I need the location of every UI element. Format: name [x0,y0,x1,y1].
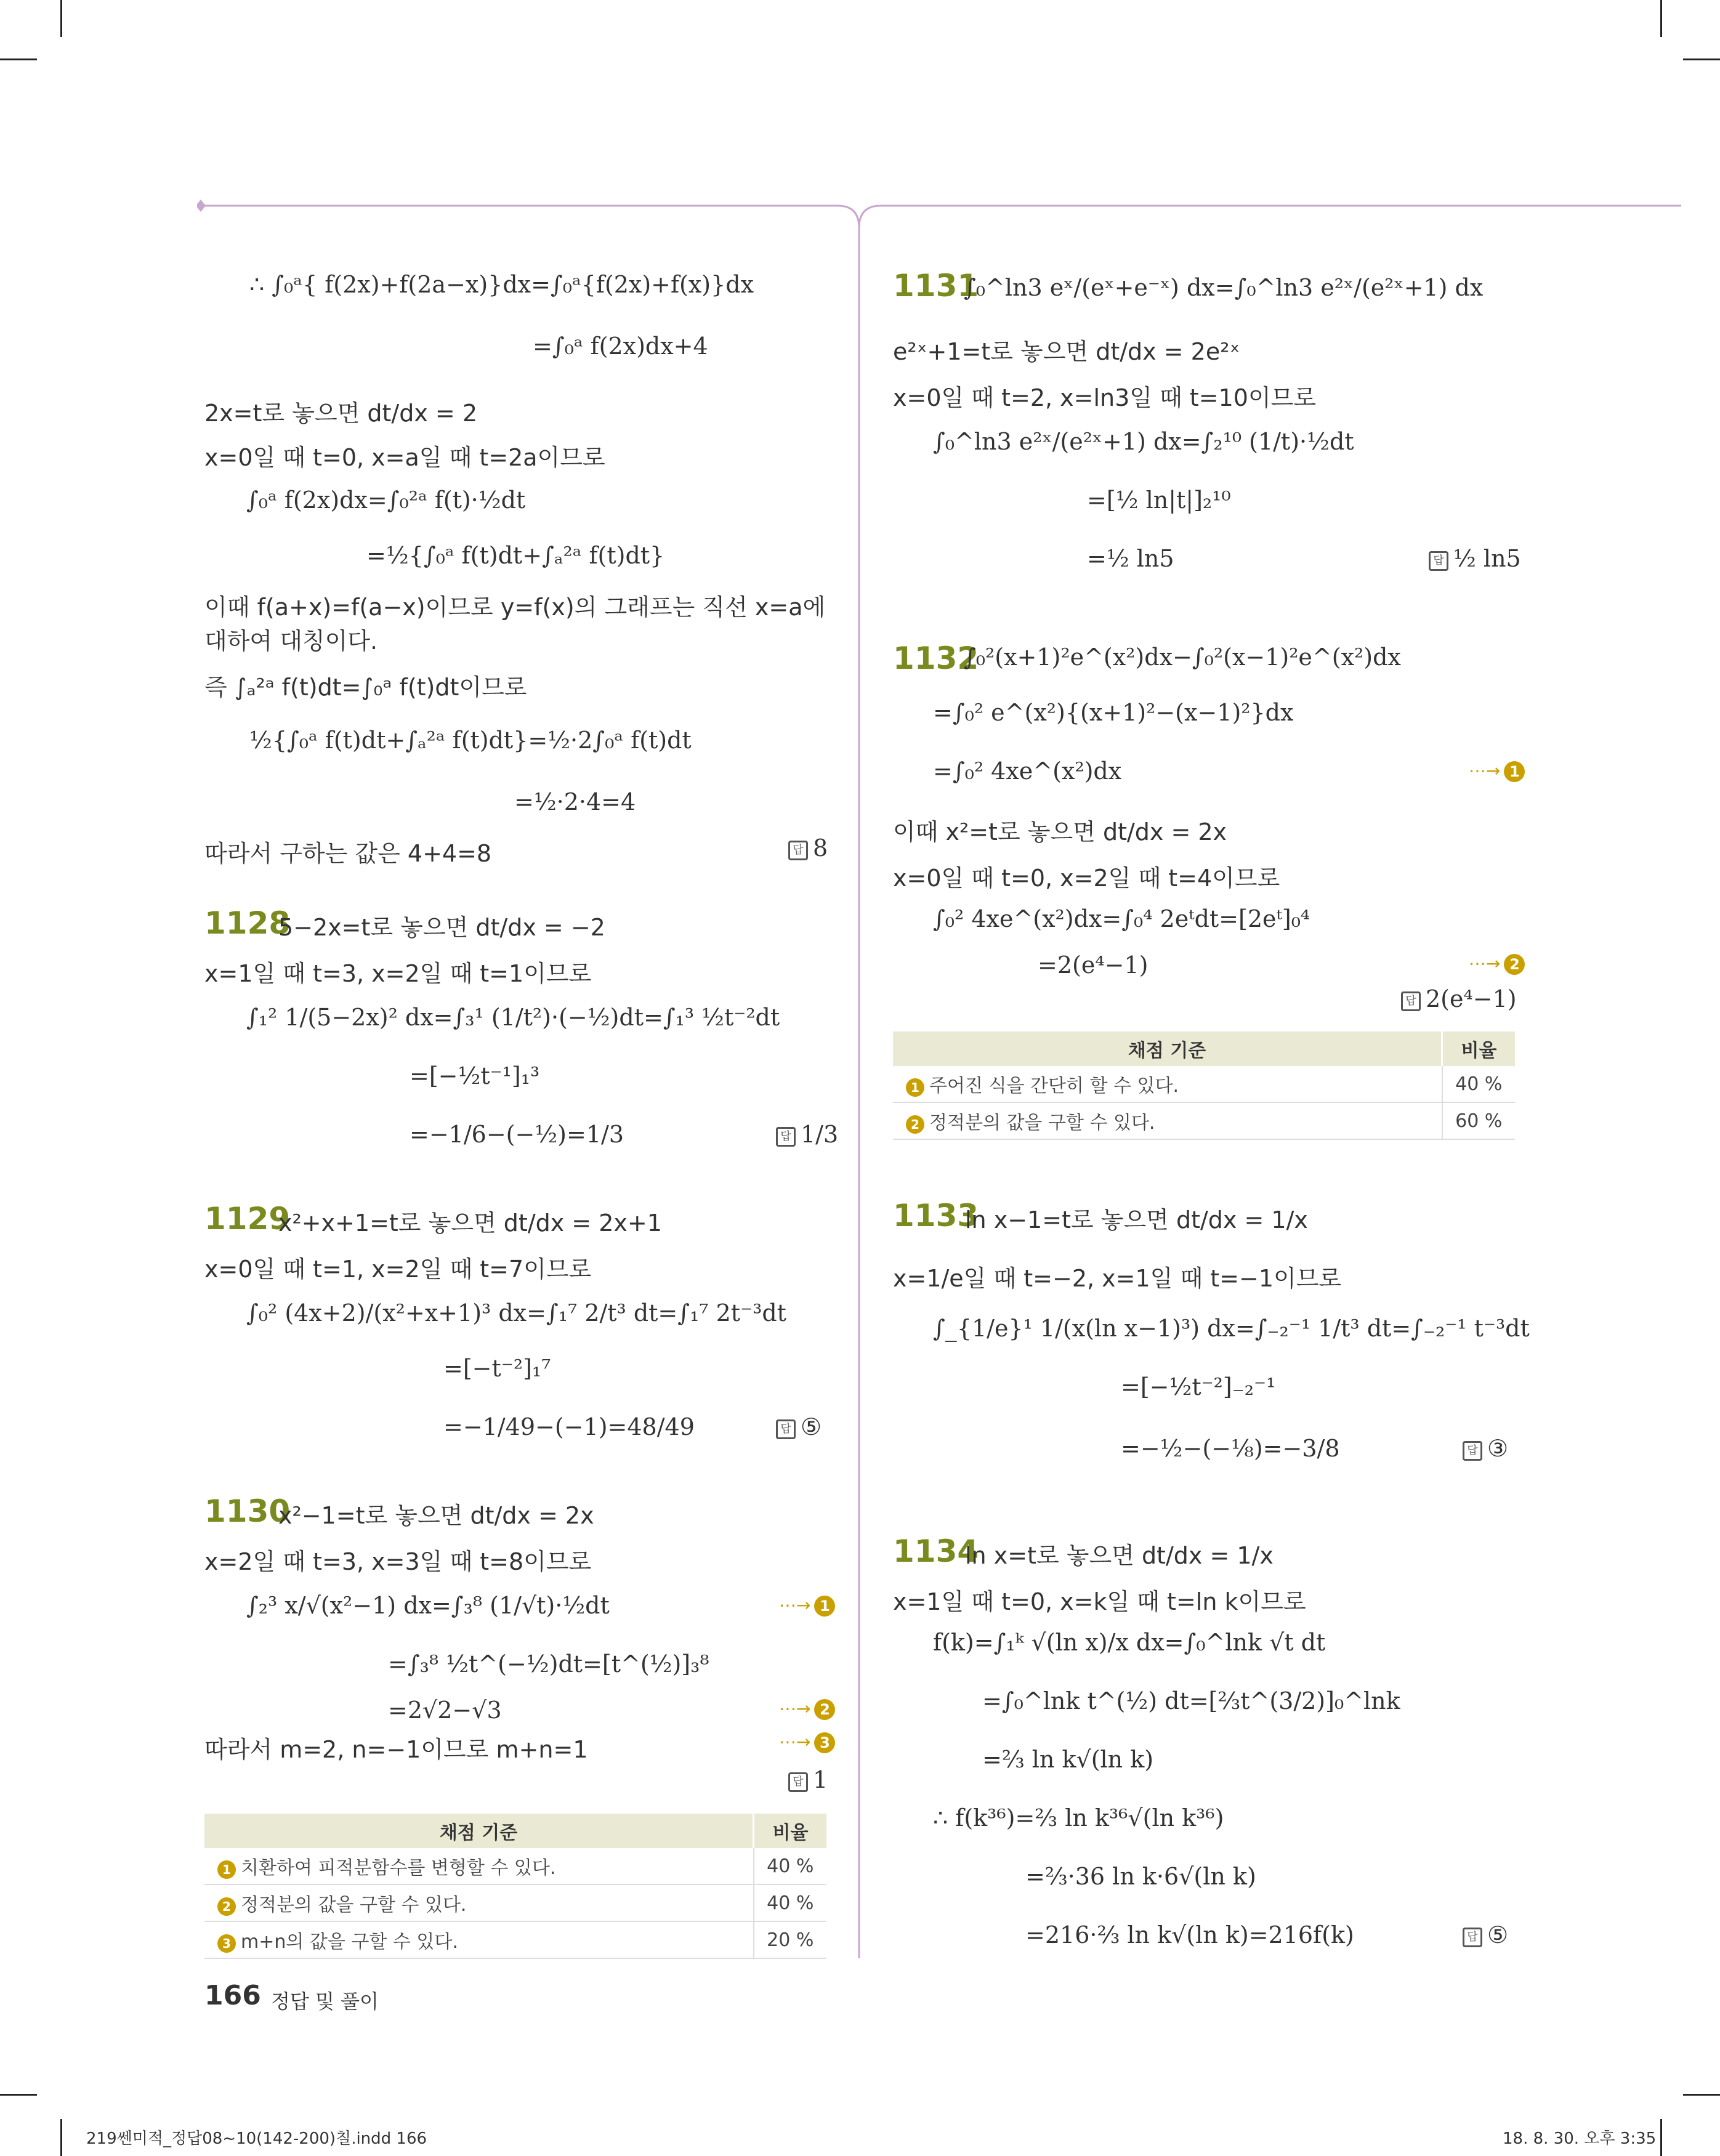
math-line: =216·⅔ ln k√(ln k)=216f(k) [1025,1921,1354,1948]
step-marker: ⋯→ 1 [1469,761,1525,782]
answer-1129: 답 ⑤ [776,1413,822,1440]
math-line: ln x=t로 놓으면 dt/dx = 1/x [965,1542,1274,1569]
math-line: x=0일 때 t=2, x=ln3일 때 t=10이므로 [893,384,1317,411]
problem-number: 1132 [893,640,979,676]
conclusion-line: 따라서 m=2, n=−1이므로 m+n=1 [204,1736,588,1763]
math-line: =½ ln5 [1087,545,1174,572]
timestamp: 18. 8. 30. 오후 3:35 [1503,2130,1657,2148]
table-row: 3 m+n의 값을 구할 수 있다. 20 % [204,1921,826,1958]
math-line: =⅔ ln k√(ln k) [982,1746,1154,1773]
math-line: =∫₀^lnk t^(½) dt=[⅔t^(3/2)]₀^lnk [982,1687,1400,1714]
grading-table [893,1032,1515,1140]
math-line: =∫₀ᵃ f(2x)dx+4 [533,333,708,360]
math-line: ∫_{1/e}¹ 1/(x(ln x−1)³) dx=∫₋₂⁻¹ 1/t³ dt=∫₋₂⁻¹ t⁻³dt [933,1315,1530,1342]
table-header: 비율 [754,1814,827,1848]
table-header: 채점 기준 [204,1814,754,1848]
math-line: ∫₀² (4x+2)/(x²+x+1)³ dx=∫₁⁷ 2/t³ dt=∫₁⁷ 2t⁻³dt [246,1299,786,1326]
math-line: ½{∫₀ᵃ f(t)dt+∫ₐ²ᵃ f(t)dt}=½·2∫₀ᵃ f(t)dt [249,727,692,754]
math-line: x=2일 때 t=3, x=3일 때 t=8이므로 [204,1548,592,1575]
math-line: =2(e⁴−1) [1038,951,1149,979]
crop-mark [1683,59,1720,60]
table-row: 2 정적분의 값을 구할 수 있다. 40 % [204,1884,826,1921]
math-line: x=0일 때 t=0, x=a일 때 t=2a이므로 [204,444,605,471]
math-line: =−1/49−(−1)=48/49 [443,1413,695,1440]
table-header: 채점 기준 [893,1032,1442,1066]
math-line: =⅔·36 ln k·6√(ln k) [1025,1863,1256,1890]
grading-table [204,1814,826,1959]
math-line: ∫₀^ln3 e²ˣ/(e²ˣ+1) dx=∫₂¹⁰ (1/t)·½dt [933,428,1354,455]
answer-1132: 답 2(e⁴−1) [1401,985,1517,1012]
math-line: =½{∫₀ᵃ f(t)dt+∫ₐ²ᵃ f(t)dt} [366,542,665,569]
table-header: 비율 [1442,1032,1516,1066]
step-marker: ⋯→ 2 [779,1698,835,1720]
page-number: 166 [204,1980,261,2011]
math-line: x²+x+1=t로 놓으면 dt/dx = 2x+1 [278,1209,662,1237]
math-line: ∫₀ᵃ f(2x)dx=∫₀²ᵃ f(t)·½dt [246,487,526,514]
crop-mark [0,59,37,60]
math-line: ∫₀²(x+1)²e^(x²)dx−∫₀²(x−1)²e^(x²)dx [964,644,1401,671]
math-line: x=1/e일 때 t=−2, x=1일 때 t=−1이므로 [893,1265,1342,1292]
math-line: 5−2x=t로 놓으면 dt/dx = −2 [278,914,605,941]
math-line: ∫₁² 1/(5−2x)² dx=∫₃¹ (1/t²)·(−½)dt=∫₁³ ½t⁻²dt [246,1004,780,1031]
math-line: f(k)=∫₁ᵏ √(ln x)/x dx=∫₀^lnk √t dt [933,1629,1326,1656]
math-line: 즉 ∫ₐ²ᵃ f(t)dt=∫₀ᵃ f(t)dt이므로 [204,674,527,701]
math-line: ∴ ∫₀ᵃ{ f(2x)+f(2a−x)}dx=∫₀ᵃ{f(2x)+f(x)}dx [249,271,754,298]
math-line: =∫₀² e^(x²){(x+1)²−(x−1)²}dx [933,699,1294,726]
answer-1133: 답 ③ [1463,1435,1508,1462]
math-line: =−½−(−⅛)=−3/8 [1121,1435,1340,1462]
answer-1127: 답 8 [788,834,828,862]
math-line: ∫₀^ln3 eˣ/(eˣ+e⁻ˣ) dx=∫₀^ln3 e²ˣ/(e²ˣ+1) dx [964,274,1484,301]
math-line: x=1일 때 t=0, x=k일 때 t=ln k이므로 [893,1588,1306,1615]
math-line: x=0일 때 t=1, x=2일 때 t=7이므로 [204,1256,592,1283]
answer-1131: 답 ½ ln5 [1429,545,1521,572]
math-line: =[−t⁻²]₁⁷ [443,1355,551,1382]
conclusion-line: 따라서 구하는 값은 4+4=8 [204,840,492,867]
crop-mark [60,0,62,37]
math-line: x=0일 때 t=0, x=2일 때 t=4이므로 [893,865,1280,892]
math-line: =2√2−√3 [388,1697,502,1724]
math-line: e²ˣ+1=t로 놓으면 dt/dx = 2e²ˣ [893,338,1240,365]
answer-1130: 답 1 [788,1766,828,1793]
crop-mark [60,2119,62,2156]
math-line: ∴ f(k³⁶)=⅔ ln k³⁶√(ln k³⁶) [933,1804,1224,1831]
step-marker: ⋯→ 1 [779,1595,835,1617]
table-row: 1 치환하여 피적분함수를 변형할 수 있다. 40 % [204,1848,826,1884]
math-line: ∫₂³ x/√(x²−1) dx=∫₃⁸ (1/√t)·½dt [246,1592,610,1619]
crop-mark [1660,0,1662,37]
crop-mark [1683,2094,1720,2096]
math-line: =∫₃⁸ ½t^(−½)dt=[t^(½)]₃⁸ [388,1650,709,1678]
math-line: 이때 x²=t로 놓으면 dt/dx = 2x [893,818,1227,846]
math-line: =½·2·4=4 [514,788,636,815]
math-line: ∫₀² 4xe^(x²)dx=∫₀⁴ 2eᵗdt=[2eᵗ]₀⁴ [933,905,1310,932]
problem-number: 1134 [893,1533,979,1569]
problem-number: 1131 [893,268,979,304]
math-line: =∫₀² 4xe^(x²)dx [933,757,1122,785]
file-info: 219쎈미적_정답08~10(142-200)칠.indd 166 [86,2130,427,2148]
text-line: 대하여 대칭이다. [204,628,378,655]
problem-number: 1129 [204,1201,291,1237]
step-marker: ⋯→ 2 [1469,953,1525,975]
math-line: =[−½t⁻¹]₁³ [410,1062,540,1089]
math-line: ln x−1=t로 놓으면 dt/dx = 1/x [965,1206,1308,1233]
table-row: 2 정적분의 값을 구할 수 있다. 60 % [893,1102,1515,1139]
math-line: x²−1=t로 놓으면 dt/dx = 2x [278,1502,594,1529]
problem-number: 1128 [204,905,291,941]
answer-1128: 답 1/3 [776,1121,838,1148]
math-line: =[½ ln|t|]₂¹⁰ [1087,487,1231,514]
math-line: =−1/6−(−½)=1/3 [410,1121,624,1148]
section-title: 정답 및 풀이 [271,1990,379,2013]
step-marker: ⋯→ 3 [779,1732,835,1753]
problem-number: 1130 [204,1493,291,1529]
answer-1134: 답 ⑤ [1463,1921,1508,1948]
math-line: 2x=t로 놓으면 dt/dx = 2 [204,400,478,427]
problem-number: 1133 [893,1198,979,1233]
table-row: 1 주어진 식을 간단히 할 수 있다. 40 % [893,1066,1515,1102]
text-line: 이때 f(a+x)=f(a−x)이므로 y=f(x)의 그래프는 직선 x=a에 [204,594,826,621]
crop-mark [1660,2119,1662,2156]
math-line: x=1일 때 t=3, x=2일 때 t=1이므로 [204,960,592,987]
math-line: =[−½t⁻²]₋₂⁻¹ [1121,1373,1276,1400]
crop-mark [0,2094,37,2096]
